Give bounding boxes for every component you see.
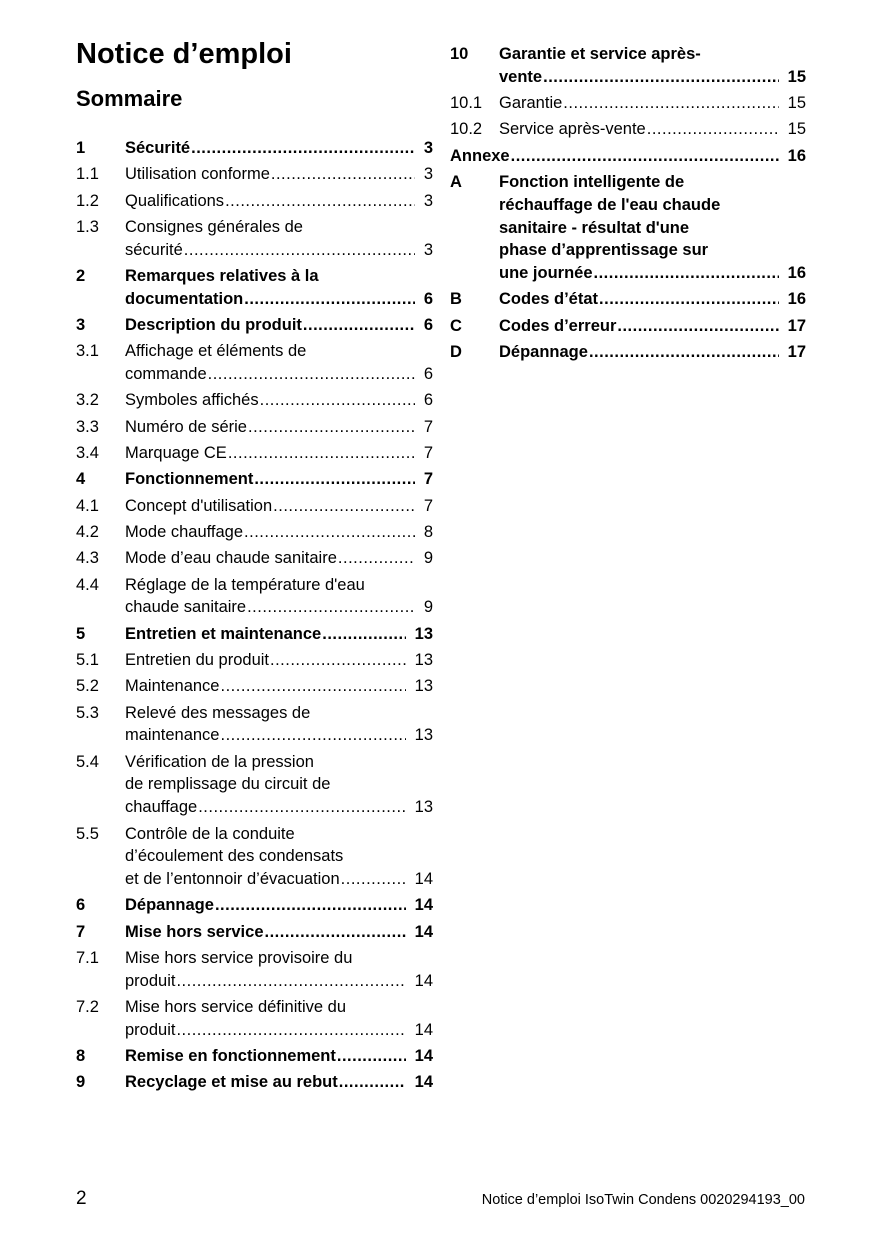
toc-entry-label: chaude sanitaire	[125, 598, 247, 617]
toc-entry-line: Mise hors service provisoire du	[125, 949, 353, 967]
toc-entry-line: Vérification de la pression	[125, 752, 314, 771]
toc-entry-page: 7	[423, 496, 433, 515]
toc-entry-number: 7.2	[76, 998, 99, 1017]
toc-leader-dots	[176, 970, 405, 993]
toc-entry-label: Sécurité	[125, 139, 191, 157]
toc-entry-label: Annexe	[450, 146, 510, 165]
page-title: Notice d’emploi	[76, 38, 292, 70]
toc-leader-dots	[337, 1045, 406, 1068]
toc-entry-label: documentation	[125, 289, 244, 308]
toc-entry[interactable]	[450, 288, 806, 311]
section-title: Sommaire	[76, 86, 183, 111]
toc-entry-page: 15	[787, 94, 806, 113]
toc-entry-page: 13	[414, 624, 433, 643]
toc-entry-page: 16	[787, 290, 806, 309]
toc-leader-dots	[198, 796, 405, 819]
toc-left-column	[76, 137, 433, 1098]
toc-entry-label: Mode d’eau chaude sanitaire	[125, 549, 337, 568]
toc-leader-dots	[244, 521, 415, 544]
toc-entry[interactable]	[76, 623, 433, 646]
toc-entry-number: 4	[76, 470, 86, 489]
toc-leader-dots	[254, 468, 414, 491]
toc-entry-label: maintenance	[125, 726, 220, 745]
toc-entry-number: 1.3	[76, 217, 99, 236]
toc-entry-label: et de l’entonnoir d’évacuation	[125, 870, 340, 889]
toc-entry-page: 7	[423, 444, 433, 463]
toc-entry-number: 9	[76, 1073, 86, 1092]
toc-entry-line: Mise hors service définitive du	[125, 998, 347, 1017]
toc-leader-dots	[543, 66, 779, 89]
toc-entry[interactable]	[76, 216, 433, 262]
toc-entry-line: Fonction intelligente de	[499, 172, 685, 191]
toc-entry-page: 7	[423, 470, 433, 489]
toc-entry-number: 5	[76, 624, 86, 643]
toc-right-column	[450, 43, 806, 367]
toc-entry-number: 5.1	[76, 650, 99, 669]
toc-entry-label: Concept d'utilisation	[125, 496, 273, 515]
toc-entry-number: 7	[76, 922, 86, 941]
toc-entry-line: Remarques relatives à la	[125, 266, 319, 285]
toc-entry-label: produit	[125, 1020, 176, 1039]
toc-entry-label: Garantie	[499, 94, 563, 113]
toc-entry-page: 3	[423, 139, 433, 157]
toc-entry-page: 16	[787, 264, 806, 283]
toc-entry-number: B	[450, 290, 462, 309]
toc-entry-number: A	[450, 172, 462, 191]
toc-entry-line: d’écoulement des condensats	[125, 847, 344, 866]
toc-entry-page: 9	[423, 598, 433, 617]
toc-entry[interactable]	[450, 341, 806, 364]
toc-entry-page: 3	[423, 165, 433, 184]
toc-entry-page: 13	[414, 650, 433, 669]
toc-entry-label: Fonctionnement	[125, 470, 254, 489]
toc-entry-label: Entretien du produit	[125, 650, 270, 669]
toc-entry-number: 3.3	[76, 417, 99, 436]
toc-entry-page: 9	[423, 549, 433, 568]
toc-entry-number: 8	[76, 1047, 86, 1066]
toc-entry-number: 5.3	[76, 703, 99, 722]
toc-entry-label: Symboles affichés	[125, 391, 259, 410]
toc-entry-number: 7.1	[76, 949, 99, 967]
toc-entry[interactable]	[76, 163, 433, 186]
toc-entry-label: Service après-vente	[499, 120, 646, 139]
toc-entry-page: 14	[414, 971, 433, 990]
toc-entry-page: 15	[787, 67, 806, 86]
toc-leader-dots	[184, 239, 415, 262]
toc-entry-number: 10	[450, 45, 469, 63]
toc-leader-dots	[270, 649, 406, 672]
toc-entry[interactable]	[76, 947, 433, 993]
toc-entry[interactable]	[450, 118, 806, 141]
toc-leader-dots	[599, 288, 779, 311]
toc-entry-line: Relevé des messages de	[125, 703, 311, 722]
toc-entry-number: 10.1	[450, 94, 483, 113]
toc-entry-label: Maintenance	[125, 677, 220, 696]
toc-entry-label: Recyclage et mise au rebut	[125, 1073, 338, 1092]
toc-entry-number: 2	[76, 266, 86, 285]
toc-entry[interactable]	[76, 574, 433, 620]
toc-leader-dots	[248, 416, 415, 439]
toc-leader-dots	[273, 495, 415, 518]
toc-entry-label: Qualifications	[125, 191, 225, 210]
toc-leader-dots	[220, 724, 405, 747]
toc-leader-dots	[339, 1071, 406, 1094]
toc-entry[interactable]	[76, 314, 433, 337]
toc-entry-label: chauffage	[125, 798, 198, 817]
toc-entry-line: de remplissage du circuit de	[125, 775, 331, 794]
toc-entry-line: phase d’apprentissage sur	[499, 241, 709, 260]
toc-entry-page: 3	[423, 240, 433, 259]
toc-entry-number: 4.4	[76, 575, 99, 594]
toc-entry-label: sécurité	[125, 240, 183, 259]
toc-entry-label: Marquage CE	[125, 444, 227, 463]
toc-entry-page: 13	[414, 726, 433, 745]
toc-entry[interactable]	[76, 265, 433, 311]
toc-entry[interactable]	[76, 823, 433, 891]
toc-entry[interactable]	[450, 145, 806, 168]
toc-entry[interactable]	[76, 389, 433, 412]
toc-entry-page: 8	[423, 522, 433, 541]
toc-leader-dots	[303, 314, 415, 337]
toc-entry-page: 17	[787, 343, 806, 362]
toc-entry-line: Affichage et éléments de	[125, 342, 307, 361]
toc-entry[interactable]	[76, 416, 433, 439]
toc-entry[interactable]	[76, 702, 433, 748]
toc-entry-page: 13	[414, 798, 433, 817]
toc-entry-page: 6	[423, 391, 433, 410]
toc-entry-page: 3	[423, 191, 433, 210]
toc-entry[interactable]	[76, 921, 433, 944]
toc-leader-dots	[322, 623, 405, 646]
toc-entry-page: 14	[414, 870, 433, 889]
toc-entry-page: 16	[787, 146, 806, 165]
toc-entry[interactable]	[76, 547, 433, 570]
toc-entry-number: 3	[76, 316, 86, 335]
toc-entry-label: Mise hors service	[125, 922, 264, 941]
toc-entry-line: Garantie et service après-	[499, 45, 701, 63]
toc-entry[interactable]	[450, 171, 806, 285]
toc-entry-label: Numéro de série	[125, 417, 247, 436]
toc-entry-label: Utilisation conforme	[125, 165, 270, 184]
toc-leader-dots	[247, 596, 415, 619]
toc-entry-page: 14	[414, 1073, 433, 1092]
document-footer: Notice d’emploi IsoTwin Condens 0020294193_00	[481, 1192, 805, 1208]
toc-entry-page: 6	[423, 365, 433, 384]
toc-entry-label: Dépannage	[499, 343, 588, 362]
toc-entry-number: 4.2	[76, 522, 99, 541]
toc-entry-line: réchauffage de l'eau chaude	[499, 195, 721, 214]
toc-entry[interactable]	[76, 996, 433, 1042]
toc-leader-dots	[228, 442, 415, 465]
toc-leader-dots	[511, 145, 779, 168]
toc-entry-number: 3.1	[76, 342, 99, 361]
toc-leader-dots	[338, 547, 415, 570]
toc-entry[interactable]	[76, 751, 433, 819]
toc-entry-line: Contrôle de la conduite	[125, 824, 295, 843]
toc-entry-number: D	[450, 343, 462, 362]
toc-entry-page: 15	[787, 120, 806, 139]
toc-entry-number: C	[450, 316, 462, 335]
toc-leader-dots	[563, 92, 778, 115]
toc-entry-number: 6	[76, 896, 86, 915]
toc-entry-label: Codes d’erreur	[499, 316, 617, 335]
toc-entry[interactable]	[76, 442, 433, 465]
toc-entry[interactable]	[76, 468, 433, 491]
toc-entry-number: 1.2	[76, 191, 99, 210]
toc-entry-line: sanitaire - résultat d'une	[499, 218, 690, 237]
toc-leader-dots	[225, 190, 415, 213]
toc-entry-number: 5.4	[76, 752, 99, 771]
toc-entry-page: 14	[414, 896, 433, 915]
toc-entry-number: 4.3	[76, 549, 99, 568]
toc-entry-page: 14	[414, 922, 433, 941]
toc-entry-number: 4.1	[76, 496, 99, 515]
toc-entry-label: Description du produit	[125, 316, 302, 335]
toc-leader-dots	[176, 1019, 405, 1042]
toc-entry[interactable]	[76, 190, 433, 213]
toc-entry-label: Entretien et maintenance	[125, 624, 322, 643]
toc-entry-page: 6	[423, 289, 433, 308]
toc-entry-page: 7	[423, 417, 433, 436]
toc-entry-number: 10.2	[450, 120, 483, 139]
toc-entry-label: une journée	[499, 264, 593, 283]
toc-entry-label: commande	[125, 365, 207, 384]
toc-entry-page: 17	[787, 316, 806, 335]
toc-leader-dots	[260, 389, 415, 412]
toc-leader-dots	[220, 675, 405, 698]
toc-leader-dots	[594, 262, 779, 285]
toc-entry[interactable]	[450, 43, 806, 89]
toc-entry[interactable]	[76, 521, 433, 544]
toc-leader-dots	[265, 921, 406, 944]
toc-entry-label: Dépannage	[125, 896, 214, 915]
toc-entry-label: Remise en fonctionnement	[125, 1047, 336, 1066]
toc-entry[interactable]	[76, 894, 433, 917]
toc-leader-dots	[271, 163, 415, 186]
toc-leader-dots	[208, 363, 415, 386]
toc-entry-label: Mode chauffage	[125, 522, 244, 541]
toc-entry-page: 14	[414, 1020, 433, 1039]
toc-entry-number: 1.1	[76, 165, 99, 184]
toc-entry[interactable]	[76, 675, 433, 698]
toc-entry[interactable]	[450, 315, 806, 338]
toc-entry-number: 5.5	[76, 824, 99, 843]
toc-entry-page: 6	[423, 316, 433, 335]
toc-entry-number: 3.4	[76, 444, 99, 463]
toc-entry[interactable]	[76, 649, 433, 672]
toc-entry[interactable]	[76, 495, 433, 518]
toc-entry-number: 5.2	[76, 677, 99, 696]
toc-leader-dots	[191, 137, 415, 160]
toc-entry[interactable]	[450, 92, 806, 115]
toc-entry[interactable]	[76, 1071, 433, 1094]
page-number: 2	[76, 1188, 87, 1209]
toc-entry[interactable]	[76, 1045, 433, 1068]
toc-leader-dots	[215, 894, 406, 917]
toc-leader-dots	[244, 288, 415, 311]
toc-entry-number: 1	[76, 139, 86, 157]
toc-entry[interactable]	[76, 137, 433, 160]
toc-entry-label: vente	[499, 67, 543, 86]
toc-leader-dots	[341, 868, 406, 891]
toc-entry-page: 14	[414, 1047, 433, 1066]
toc-entry-page: 13	[414, 677, 433, 696]
toc-entry[interactable]	[76, 340, 433, 386]
toc-entry-line: Consignes générales de	[125, 217, 303, 236]
toc-entry-label: Codes d’état	[499, 290, 599, 309]
toc-leader-dots	[589, 341, 779, 364]
toc-entry-line: Réglage de la température d'eau	[125, 575, 365, 594]
toc-leader-dots	[647, 118, 779, 141]
toc-entry-number: 3.2	[76, 391, 99, 410]
toc-leader-dots	[617, 315, 778, 338]
toc-entry-label: produit	[125, 971, 176, 990]
